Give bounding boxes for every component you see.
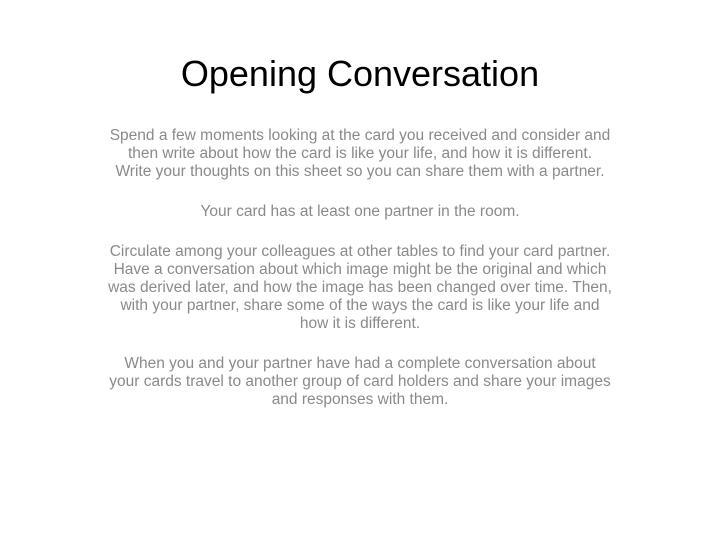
body-paragraph: Spend a few moments looking at the card you received and consider and then write about how the card is like your life, and how it is different. Write your thoughts on this sheet so you can share them with a partner. <box>109 127 611 180</box>
body-paragraph: Circulate among your colleagues at other tables to find your card partner. Have a conversation about which image might be the original and which was derived later, and how the image has been changed over time. Then, with your partner, share some of the ways the card is like your life and how it is different. <box>108 243 612 332</box>
slide-title: Opening Conversation <box>180 53 540 94</box>
body-paragraph: Your card has at least one partner in the room. <box>200 203 520 220</box>
body-paragraph: When you and your partner have had a complete conversation about your cards travel to another group of card holders and share your images and responses with them. <box>109 355 611 408</box>
slide-body <box>108 127 612 431</box>
